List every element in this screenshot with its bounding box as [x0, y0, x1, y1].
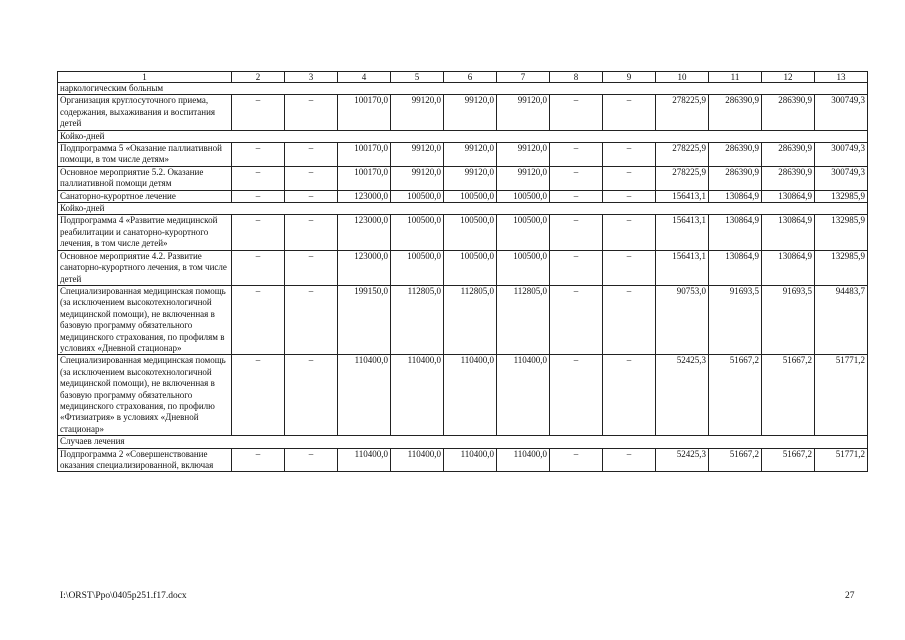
value-cell: 100500,0: [497, 215, 550, 250]
dash-cell: –: [603, 250, 656, 285]
row-name-cell: Основное мероприятие 5.2. Оказание паллиативной помощи детям: [58, 166, 232, 190]
dash-cell: –: [550, 215, 603, 250]
value-cell: 99120,0: [391, 143, 444, 167]
value-cell: 100500,0: [444, 250, 497, 285]
value-cell: 90753,0: [656, 285, 709, 354]
header-cell: 9: [603, 72, 656, 83]
dash-cell: –: [285, 190, 338, 202]
dash-cell: –: [603, 166, 656, 190]
value-cell: 51667,2: [762, 448, 815, 472]
dash-cell: –: [232, 285, 285, 354]
value-cell: 130864,9: [762, 250, 815, 285]
value-cell: 100170,0: [338, 95, 391, 130]
value-cell: 300749,3: [815, 143, 868, 167]
dash-cell: –: [550, 285, 603, 354]
dash-cell: –: [285, 250, 338, 285]
value-cell: 99120,0: [444, 166, 497, 190]
table-row: [58, 190, 868, 202]
dash-cell: –: [285, 166, 338, 190]
header-row: [58, 72, 868, 83]
value-cell: 110400,0: [497, 355, 550, 436]
value-cell: 286390,9: [709, 143, 762, 167]
value-cell: 110400,0: [391, 355, 444, 436]
value-cell: 99120,0: [497, 166, 550, 190]
header-cell: 5: [391, 72, 444, 83]
header-cell: 1: [58, 72, 232, 83]
value-cell: 51667,2: [709, 448, 762, 472]
value-cell: 99120,0: [391, 95, 444, 130]
value-cell: 100500,0: [497, 250, 550, 285]
value-cell: 132985,9: [815, 215, 868, 250]
dash-cell: –: [232, 143, 285, 167]
value-cell: 100500,0: [444, 190, 497, 202]
value-cell: 99120,0: [497, 95, 550, 130]
value-cell: 278225,9: [656, 95, 709, 130]
value-cell: 130864,9: [709, 215, 762, 250]
value-cell: 99120,0: [391, 166, 444, 190]
table-row: [58, 166, 868, 190]
unit-row: [58, 203, 868, 215]
dash-cell: –: [603, 143, 656, 167]
value-cell: 99120,0: [444, 143, 497, 167]
table-row: [58, 95, 868, 130]
row-name-cell: Санаторно-курортное лечение: [58, 190, 232, 202]
dash-cell: –: [550, 250, 603, 285]
dash-cell: –: [285, 448, 338, 472]
header-cell: 13: [815, 72, 868, 83]
value-cell: 110400,0: [338, 355, 391, 436]
dash-cell: –: [603, 215, 656, 250]
value-cell: 91693,5: [709, 285, 762, 354]
value-cell: 300749,3: [815, 166, 868, 190]
value-cell: 51771,2: [815, 355, 868, 436]
value-cell: 123000,0: [338, 250, 391, 285]
value-cell: 52425,3: [656, 355, 709, 436]
header-cell: 4: [338, 72, 391, 83]
value-cell: 286390,9: [762, 95, 815, 130]
table-row: [58, 448, 868, 472]
value-cell: 99120,0: [497, 143, 550, 167]
dash-cell: –: [285, 285, 338, 354]
row-name-cell: Подпрограмма 4 «Развитие медицинской реабилитации и санаторно-курортного лечения, в том числе детей»: [58, 215, 232, 250]
value-cell: 100500,0: [497, 190, 550, 202]
dash-cell: –: [550, 95, 603, 130]
table-row: [58, 250, 868, 285]
header-cell: 12: [762, 72, 815, 83]
row-name-cell: Подпрограмма 5 «Оказание паллиативной помощи, в том числе детям»: [58, 143, 232, 167]
value-cell: 132985,9: [815, 250, 868, 285]
data-table: [57, 71, 868, 472]
value-cell: 110400,0: [444, 355, 497, 436]
value-cell: 110400,0: [444, 448, 497, 472]
dash-cell: –: [550, 190, 603, 202]
value-cell: 300749,3: [815, 95, 868, 130]
dash-cell: –: [232, 448, 285, 472]
dash-cell: –: [550, 448, 603, 472]
unit-label: Койко-дней: [58, 203, 868, 215]
value-cell: 278225,9: [656, 143, 709, 167]
unit-label: Койко-дней: [58, 130, 868, 142]
value-cell: 100170,0: [338, 143, 391, 167]
unit-row: [58, 130, 868, 142]
value-cell: 110400,0: [338, 448, 391, 472]
page-number: 27: [845, 591, 855, 601]
dash-cell: –: [603, 190, 656, 202]
value-cell: 51667,2: [762, 355, 815, 436]
value-cell: 100500,0: [391, 250, 444, 285]
unit-label: Случаев лечения: [58, 436, 868, 448]
value-cell: 112805,0: [497, 285, 550, 354]
header-cell: 11: [709, 72, 762, 83]
dash-cell: –: [285, 215, 338, 250]
value-cell: 51771,2: [815, 448, 868, 472]
dash-cell: –: [603, 448, 656, 472]
value-cell: 286390,9: [762, 143, 815, 167]
header-cell: 2: [232, 72, 285, 83]
dash-cell: –: [603, 95, 656, 130]
row-name-cell: Специализированная медицинская помощь (за исключением высокотехнологичной медицинской помощи), не включенная в базовую программу обязательного медицинского страхования, по профилю «Фтизиатрия» в условиях «Дневной стационар»: [58, 355, 232, 436]
data-table-container: [57, 71, 865, 472]
dash-cell: –: [232, 250, 285, 285]
header-cell: 10: [656, 72, 709, 83]
dash-cell: –: [603, 285, 656, 354]
dash-cell: –: [285, 355, 338, 436]
row-name-cell: Подпрограмма 2 «Совершенствование оказания специализированной, включая: [58, 448, 232, 472]
value-cell: 112805,0: [391, 285, 444, 354]
value-cell: 123000,0: [338, 190, 391, 202]
footer-file-path: I:\ORST\Ppo\0405p251.f17.docx: [60, 591, 187, 601]
value-cell: 199150,0: [338, 285, 391, 354]
dash-cell: –: [550, 355, 603, 436]
dash-cell: –: [603, 355, 656, 436]
value-cell: 130864,9: [762, 215, 815, 250]
value-cell: 99120,0: [444, 95, 497, 130]
dash-cell: –: [285, 95, 338, 130]
header-cell: 8: [550, 72, 603, 83]
value-cell: 51667,2: [709, 355, 762, 436]
value-cell: 286390,9: [709, 166, 762, 190]
value-cell: 156413,1: [656, 190, 709, 202]
dash-cell: –: [550, 166, 603, 190]
value-cell: 100500,0: [391, 190, 444, 202]
value-cell: 110400,0: [497, 448, 550, 472]
value-cell: 91693,5: [762, 285, 815, 354]
header-cell: 6: [444, 72, 497, 83]
unit-row: [58, 436, 868, 448]
value-cell: 100170,0: [338, 166, 391, 190]
row-name-cell: Организация круглосуточного приема, содержания, выхаживания и воспитания детей: [58, 95, 232, 130]
table-row: [58, 355, 868, 436]
row-name-cell: Специализированная медицинская помощь (за исключением высокотехнологичной медицинской помощи), не включенная в базовую программу обязательного медицинского страхования, по профилям в условиях «Дневной стационар»: [58, 285, 232, 354]
value-cell: 156413,1: [656, 250, 709, 285]
value-cell: 123000,0: [338, 215, 391, 250]
dash-cell: –: [232, 355, 285, 436]
dash-cell: –: [232, 215, 285, 250]
table-body: [58, 83, 868, 472]
value-cell: 130864,9: [762, 190, 815, 202]
row-name-cell: Основное мероприятие 4.2. Развитие санаторно-курортного лечения, в том числе детей: [58, 250, 232, 285]
table-row: [58, 285, 868, 354]
value-cell: 52425,3: [656, 448, 709, 472]
value-cell: 286390,9: [762, 166, 815, 190]
value-cell: 100500,0: [444, 215, 497, 250]
value-cell: 112805,0: [444, 285, 497, 354]
value-cell: 156413,1: [656, 215, 709, 250]
value-cell: 110400,0: [391, 448, 444, 472]
value-cell: 94483,7: [815, 285, 868, 354]
dash-cell: –: [550, 143, 603, 167]
header-cell: 7: [497, 72, 550, 83]
value-cell: 130864,9: [709, 250, 762, 285]
value-cell: 100500,0: [391, 215, 444, 250]
table-row: [58, 215, 868, 250]
header-cell: 3: [285, 72, 338, 83]
value-cell: 278225,9: [656, 166, 709, 190]
value-cell: 130864,9: [709, 190, 762, 202]
table-row: [58, 143, 868, 167]
dash-cell: –: [232, 190, 285, 202]
dash-cell: –: [232, 166, 285, 190]
value-cell: 132985,9: [815, 190, 868, 202]
dash-cell: –: [232, 95, 285, 130]
dash-cell: –: [285, 143, 338, 167]
unit-row: [58, 83, 868, 95]
value-cell: 286390,9: [709, 95, 762, 130]
unit-label: наркологическим больным: [58, 83, 868, 95]
